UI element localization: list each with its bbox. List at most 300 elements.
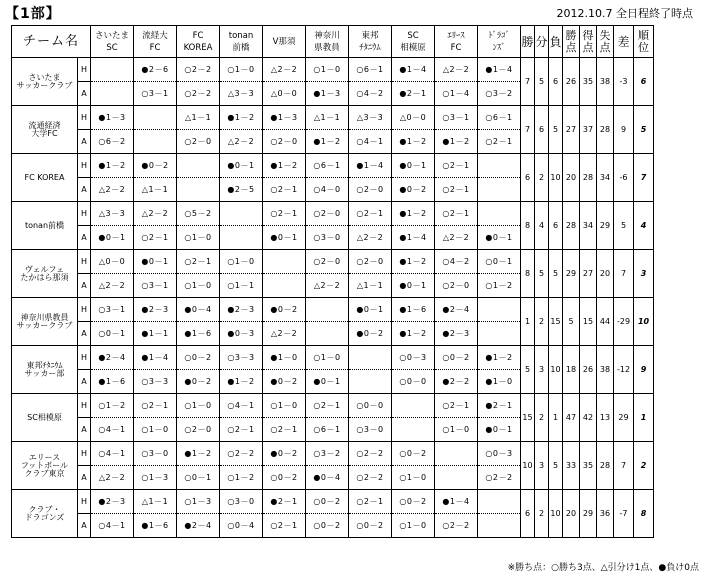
stat-cell: 47	[563, 394, 580, 442]
score-cell-home	[306, 298, 349, 322]
away-marker: A	[78, 370, 91, 394]
score-cell-home: ○2－0	[306, 250, 349, 274]
score-cell-home: ○1－0	[177, 394, 220, 418]
score-cell-home	[478, 298, 521, 322]
score-cell-home	[478, 154, 521, 178]
score-cell-home	[435, 442, 478, 466]
score-cell-home: ○1－0	[306, 346, 349, 370]
score-cell-away: ●0－2	[392, 178, 435, 202]
score-cell-away: ○1－4	[435, 82, 478, 106]
rank-cell: 5	[634, 106, 654, 154]
stat-cell: 8	[521, 250, 535, 298]
stat-cell: 7	[521, 106, 535, 154]
score-cell-home: ●1－2	[91, 154, 134, 178]
score-cell-home: △3－3	[349, 106, 392, 130]
score-cell-home: ○0－3	[392, 346, 435, 370]
score-cell-home: ●1－4	[392, 58, 435, 82]
score-cell-away: ●0－3	[220, 322, 263, 346]
score-cell-home: ○2－1	[134, 394, 177, 418]
stat-cell: 9	[614, 106, 634, 154]
score-cell-away: ○0－0	[392, 370, 435, 394]
score-cell-home: ○2－1	[177, 250, 220, 274]
home-marker: H	[78, 202, 91, 226]
score-cell-away: ○4－1	[91, 418, 134, 442]
score-cell-home: ●1－2	[478, 346, 521, 370]
away-marker: A	[78, 130, 91, 154]
rank-cell: 1	[634, 394, 654, 442]
score-cell-home: △2－2	[134, 202, 177, 226]
stat-cell: -3	[614, 58, 634, 106]
score-cell-home: △2－2	[435, 58, 478, 82]
score-cell-away: ●0－1	[478, 418, 521, 442]
score-cell-home: ●1－3	[91, 106, 134, 130]
date-note: 2012.10.7 全日程終了時点	[556, 7, 693, 20]
stat-cell: 34	[580, 202, 597, 250]
score-cell-away: ○0－2	[349, 514, 392, 538]
score-cell-home: ●1－4	[349, 154, 392, 178]
opponent-header: さいたま SC	[91, 26, 134, 58]
score-cell-home: ○2－1	[435, 202, 478, 226]
away-marker: A	[78, 466, 91, 490]
rank-cell: 2	[634, 442, 654, 490]
team-name: ヴェルフェ たかはら那須	[12, 250, 78, 298]
score-cell-away: △2－2	[349, 226, 392, 250]
score-cell-home	[478, 202, 521, 226]
score-cell-home: ○1－2	[91, 394, 134, 418]
stat-cell: 5	[563, 298, 580, 346]
score-cell-home: ●1－4	[134, 346, 177, 370]
score-cell-home: ○2－1	[435, 394, 478, 418]
rank-cell: 6	[634, 58, 654, 106]
score-cell-home: ●2－6	[134, 58, 177, 82]
score-cell-away: ●2－5	[220, 178, 263, 202]
score-cell-home: ●2－4	[435, 298, 478, 322]
stat-cell: 7	[614, 250, 634, 298]
score-cell-home: ●1－6	[392, 298, 435, 322]
score-cell-away: △0－0	[263, 82, 306, 106]
stat-cell: 7	[521, 58, 535, 106]
score-cell-away: ○1－1	[220, 274, 263, 298]
team-name: 神奈川県教員 サッカークラブ	[12, 298, 78, 346]
score-cell-home: ○0－2	[392, 490, 435, 514]
score-cell-home: ○5－2	[177, 202, 220, 226]
score-cell-home: ●1－3	[263, 106, 306, 130]
score-cell-away	[306, 322, 349, 346]
score-cell-away: ○1－0	[392, 514, 435, 538]
score-cell-home: ○3－0	[220, 490, 263, 514]
team-name: クラブ・ ドラゴンズ	[12, 490, 78, 538]
stat-cell: 5	[521, 346, 535, 394]
stat-cell: 1	[549, 394, 563, 442]
score-cell-home: ●0－2	[263, 442, 306, 466]
score-cell-home: △1－1	[306, 106, 349, 130]
home-marker: H	[78, 250, 91, 274]
score-cell-away: ○1－0	[177, 274, 220, 298]
stat-cell: 27	[563, 106, 580, 154]
score-cell-away: ○6－1	[306, 418, 349, 442]
score-cell-away: ○2－1	[220, 418, 263, 442]
stat-cell: -6	[614, 154, 634, 202]
stat-header: 順 位	[634, 26, 654, 58]
score-cell-home: ●1－2	[220, 106, 263, 130]
stat-cell: 28	[597, 442, 614, 490]
score-cell-home: ○2－1	[263, 202, 306, 226]
rank-cell: 10	[634, 298, 654, 346]
score-cell-away: ○2－0	[263, 130, 306, 154]
stat-cell: 29	[614, 394, 634, 442]
score-cell-away: ●0－4	[306, 466, 349, 490]
score-cell-home: ○6－1	[306, 154, 349, 178]
stat-cell: 10	[521, 442, 535, 490]
score-cell-home: ○2－0	[349, 250, 392, 274]
score-cell-home: ○0－3	[478, 442, 521, 466]
stat-header: 勝 点	[563, 26, 580, 58]
score-cell-home: ●1－2	[263, 154, 306, 178]
score-cell-home	[134, 106, 177, 130]
stat-cell: 20	[563, 490, 580, 538]
score-cell-home: ●2－3	[91, 490, 134, 514]
score-cell-away: ○2－1	[263, 514, 306, 538]
stat-cell: 1	[521, 298, 535, 346]
score-cell-away: ●1－4	[392, 226, 435, 250]
stat-cell: 2	[535, 394, 549, 442]
score-cell-home: ○1－0	[220, 58, 263, 82]
score-cell-away: ●1－3	[306, 82, 349, 106]
stat-header: 得 点	[580, 26, 597, 58]
stat-cell: 15	[580, 298, 597, 346]
team-name: FC KOREA	[12, 154, 78, 202]
score-cell-away: ○1－2	[220, 466, 263, 490]
score-cell-home: ●1－2	[392, 202, 435, 226]
score-cell-away: ○2－0	[349, 178, 392, 202]
score-cell-home: ○6－1	[349, 58, 392, 82]
score-cell-away: ○2－1	[263, 178, 306, 202]
away-marker: A	[78, 418, 91, 442]
home-marker: H	[78, 106, 91, 130]
team-name: エリース フットボール クラブ東京	[12, 442, 78, 490]
stat-cell: 6	[521, 154, 535, 202]
stat-cell: 29	[563, 250, 580, 298]
score-cell-home: ○3－2	[306, 442, 349, 466]
team-name: 東邦ﾁﾀﾆｳﾑ サッカー部	[12, 346, 78, 394]
away-marker: A	[78, 274, 91, 298]
stat-cell: 20	[563, 154, 580, 202]
score-cell-away: ○1－0	[134, 418, 177, 442]
score-cell-away: ○3－3	[134, 370, 177, 394]
score-cell-home: ○2－0	[306, 202, 349, 226]
score-cell-away: ●1－2	[435, 130, 478, 154]
score-cell-away: ○3－0	[349, 418, 392, 442]
score-cell-home: ○0－2	[177, 346, 220, 370]
score-cell-home: ○0－2	[392, 442, 435, 466]
stat-cell: 8	[521, 202, 535, 250]
score-cell-away: △2－2	[91, 466, 134, 490]
score-cell-home: △1－1	[177, 106, 220, 130]
stat-header: 負	[549, 26, 563, 58]
stat-cell: 2	[535, 154, 549, 202]
score-cell-home: ●2－3	[134, 298, 177, 322]
opponent-header: 東邦 ﾁﾀﾆｳﾑ	[349, 26, 392, 58]
score-cell-home: ●2－1	[478, 394, 521, 418]
stat-cell: 33	[563, 442, 580, 490]
stat-cell: 10	[549, 346, 563, 394]
stat-cell: 3	[535, 442, 549, 490]
score-cell-away	[134, 130, 177, 154]
score-cell-home	[220, 202, 263, 226]
score-cell-away: ○1－0	[392, 466, 435, 490]
away-marker: A	[78, 178, 91, 202]
score-cell-away: ○0－2	[306, 514, 349, 538]
score-cell-home: ○0－1	[478, 250, 521, 274]
score-cell-away: ●0－2	[349, 322, 392, 346]
score-cell-home: ●0－1	[392, 154, 435, 178]
score-cell-home: ○4－1	[220, 394, 263, 418]
stat-cell: 38	[597, 346, 614, 394]
stat-cell: 2	[535, 298, 549, 346]
score-cell-away: ○2－1	[263, 418, 306, 442]
score-cell-away: ●2－3	[435, 322, 478, 346]
score-cell-away: ●0－2	[263, 370, 306, 394]
score-cell-away: ●1－6	[91, 370, 134, 394]
score-cell-home	[392, 394, 435, 418]
opponent-header: ｴﾘｰｽ FC	[435, 26, 478, 58]
score-cell-away: ○1－0	[435, 418, 478, 442]
stat-cell: 26	[563, 58, 580, 106]
stat-cell: 5	[549, 442, 563, 490]
score-cell-away: ○1－2	[478, 274, 521, 298]
stat-cell: -29	[614, 298, 634, 346]
score-cell-home: ○1－0	[263, 394, 306, 418]
stat-cell: -12	[614, 346, 634, 394]
score-cell-away: ○6－2	[91, 130, 134, 154]
score-cell-home: ●0－1	[134, 250, 177, 274]
score-cell-away: ●0－1	[91, 226, 134, 250]
score-cell-home: △1－1	[134, 490, 177, 514]
score-cell-home: ○3－1	[91, 298, 134, 322]
stat-cell: 20	[597, 250, 614, 298]
score-cell-home: ○6－1	[478, 106, 521, 130]
score-cell-home: ●2－4	[91, 346, 134, 370]
stat-cell: 37	[580, 106, 597, 154]
stat-cell: 15	[549, 298, 563, 346]
rank-cell: 9	[634, 346, 654, 394]
score-cell-home	[91, 58, 134, 82]
team-name: さいたま サッカークラブ	[12, 58, 78, 106]
score-cell-away	[263, 274, 306, 298]
away-marker: A	[78, 322, 91, 346]
team-name-header: チーム名	[12, 26, 91, 58]
stat-cell: 28	[563, 202, 580, 250]
score-cell-home: ●0－2	[134, 154, 177, 178]
score-cell-away: ●1－0	[478, 370, 521, 394]
score-cell-away: ○2－2	[435, 514, 478, 538]
score-cell-away: ●1－1	[134, 322, 177, 346]
stat-cell: 29	[597, 202, 614, 250]
rank-cell: 3	[634, 250, 654, 298]
score-cell-home: ○4－1	[91, 442, 134, 466]
score-cell-home: ○2－2	[220, 442, 263, 466]
stat-cell: 13	[597, 394, 614, 442]
stat-header: 差	[614, 26, 634, 58]
score-cell-home: ○4－2	[435, 250, 478, 274]
score-cell-away: ○3－1	[134, 82, 177, 106]
stat-cell: 6	[549, 58, 563, 106]
stat-cell: -7	[614, 490, 634, 538]
away-marker: A	[78, 514, 91, 538]
score-cell-away	[478, 514, 521, 538]
stat-cell: 6	[535, 106, 549, 154]
score-cell-home: ○2－2	[349, 442, 392, 466]
stat-cell: 38	[597, 58, 614, 106]
team-name: tonan前橋	[12, 202, 78, 250]
score-cell-home	[349, 346, 392, 370]
score-cell-away: △2－2	[91, 178, 134, 202]
score-cell-home: ○3－1	[435, 106, 478, 130]
score-cell-home: ○3－0	[134, 442, 177, 466]
score-cell-away: ○4－0	[306, 178, 349, 202]
score-cell-away: ●0－1	[392, 274, 435, 298]
score-cell-away: ○2－0	[177, 418, 220, 442]
score-cell-away: ●0－2	[177, 370, 220, 394]
stat-cell: 6	[521, 490, 535, 538]
stat-cell: 10	[549, 154, 563, 202]
score-cell-away: ●2－1	[392, 82, 435, 106]
stat-cell: 2	[535, 490, 549, 538]
score-cell-away: ○2－2	[349, 466, 392, 490]
score-cell-away: ○2－0	[435, 274, 478, 298]
score-cell-away	[91, 82, 134, 106]
score-cell-away: ○3－0	[306, 226, 349, 250]
rank-cell: 7	[634, 154, 654, 202]
score-cell-home: ○2－1	[306, 394, 349, 418]
score-cell-home: ○1－0	[220, 250, 263, 274]
score-cell-away: ○3－2	[478, 82, 521, 106]
score-cell-home: ○2－1	[435, 154, 478, 178]
score-cell-away: △2－2	[263, 322, 306, 346]
league-table	[11, 25, 654, 538]
stat-cell: 26	[580, 346, 597, 394]
score-cell-home: ●2－1	[263, 490, 306, 514]
score-cell-away: ●0－1	[263, 226, 306, 250]
score-cell-home: △0－0	[91, 250, 134, 274]
score-cell-away: ○2－1	[435, 178, 478, 202]
stat-cell: 18	[563, 346, 580, 394]
score-cell-away: ○2－1	[478, 130, 521, 154]
stat-cell: 27	[580, 250, 597, 298]
score-cell-away	[177, 178, 220, 202]
score-cell-away: ●2－4	[177, 514, 220, 538]
score-cell-home: △2－2	[263, 58, 306, 82]
opponent-header: FC KOREA	[177, 26, 220, 58]
score-cell-away	[392, 418, 435, 442]
score-cell-away: ○2－2	[177, 82, 220, 106]
score-cell-home: ●0－4	[177, 298, 220, 322]
score-cell-away	[349, 370, 392, 394]
score-cell-home: ●1－4	[435, 490, 478, 514]
stat-cell: 4	[535, 202, 549, 250]
score-cell-away: ○4－1	[349, 130, 392, 154]
opponent-header: 流経大 FC	[134, 26, 177, 58]
score-cell-away: ●1－2	[220, 370, 263, 394]
score-cell-home: ●2－3	[220, 298, 263, 322]
score-cell-away: ○2－1	[134, 226, 177, 250]
score-cell-away: ○0－1	[91, 322, 134, 346]
score-cell-home: ○2－1	[349, 202, 392, 226]
score-cell-away: △3－3	[220, 82, 263, 106]
home-marker: H	[78, 394, 91, 418]
score-cell-away: △1－1	[349, 274, 392, 298]
score-cell-home	[263, 250, 306, 274]
score-cell-home: ●1－2	[177, 442, 220, 466]
home-marker: H	[78, 442, 91, 466]
score-cell-away: ●0－1	[478, 226, 521, 250]
team-name: 流通経済 大学FC	[12, 106, 78, 154]
score-cell-home: ●1－2	[392, 250, 435, 274]
away-marker: A	[78, 82, 91, 106]
stat-cell: 5	[535, 250, 549, 298]
score-cell-home: ●0－1	[220, 154, 263, 178]
score-cell-away	[220, 226, 263, 250]
score-cell-away	[478, 178, 521, 202]
away-marker: A	[78, 226, 91, 250]
rank-cell: 4	[634, 202, 654, 250]
opponent-header: SC 相模原	[392, 26, 435, 58]
score-cell-home: ○0－0	[349, 394, 392, 418]
score-cell-home	[177, 154, 220, 178]
score-cell-away: △2－2	[435, 226, 478, 250]
score-cell-away: ○1－0	[177, 226, 220, 250]
opponent-header: ﾄﾞﾗｺﾞ ﾝｽﾞ	[478, 26, 521, 58]
stat-cell: 44	[597, 298, 614, 346]
stat-header: 勝	[521, 26, 535, 58]
score-cell-home: ●0－2	[263, 298, 306, 322]
score-cell-away: ○0－1	[177, 466, 220, 490]
score-cell-away: △2－2	[220, 130, 263, 154]
home-marker: H	[78, 298, 91, 322]
stat-cell: 3	[535, 346, 549, 394]
opponent-header: 神奈川 県教員	[306, 26, 349, 58]
home-marker: H	[78, 346, 91, 370]
team-name: SC相模原	[12, 394, 78, 442]
score-cell-home: ○3－3	[220, 346, 263, 370]
footnote: ※勝ち点：○勝ち3点、△引分け1点、●負け0点	[507, 563, 699, 573]
score-cell-away: ●1－2	[392, 322, 435, 346]
score-cell-home: ●0－1	[349, 298, 392, 322]
score-cell-away: ○3－1	[134, 274, 177, 298]
stat-cell: 15	[521, 394, 535, 442]
score-cell-home: ●1－0	[263, 346, 306, 370]
score-cell-away	[435, 466, 478, 490]
score-cell-home: ○1－3	[177, 490, 220, 514]
stat-cell: 28	[580, 154, 597, 202]
stat-cell: 7	[614, 442, 634, 490]
score-cell-away: ○0－2	[263, 466, 306, 490]
score-cell-home: ○0－2	[306, 490, 349, 514]
score-cell-away: ○2－0	[177, 130, 220, 154]
score-cell-away	[478, 322, 521, 346]
score-cell-home	[478, 490, 521, 514]
score-cell-away: ○2－2	[478, 466, 521, 490]
score-cell-away: △2－2	[306, 274, 349, 298]
home-marker: H	[78, 154, 91, 178]
page-title: 【1部】	[5, 6, 61, 22]
score-cell-home: △3－3	[91, 202, 134, 226]
score-cell-away: ○4－1	[91, 514, 134, 538]
stat-header: 分	[535, 26, 549, 58]
stat-cell: 5	[549, 250, 563, 298]
stat-header: 失 点	[597, 26, 614, 58]
home-marker: H	[78, 58, 91, 82]
